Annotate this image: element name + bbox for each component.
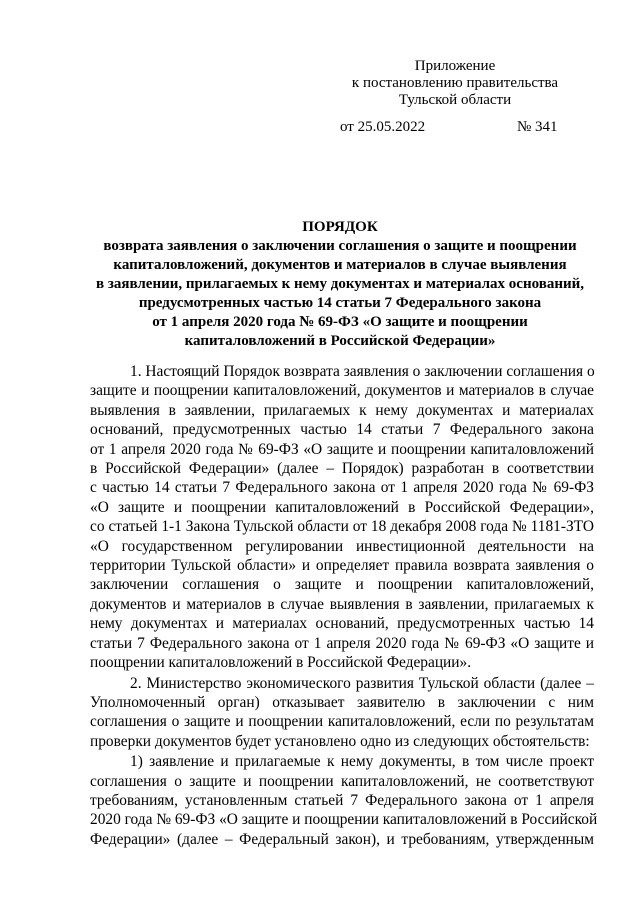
text-line: территории Тульской области» и определяет правила возврата заявления о bbox=[90, 557, 594, 575]
title-line: предусмотренных частью 14 статьи 7 Федерального закона bbox=[138, 295, 542, 311]
text-line: со статьей 1-1 Закона Тульской области от 18 декабря 2008 года № 1181-ЗТО bbox=[90, 518, 594, 536]
text-line: статьи 7 Федерального закона от 1 апреля 2020 года № 69-ФЗ «О защите и bbox=[90, 634, 594, 652]
paragraph-1 bbox=[90, 362, 594, 673]
text-line: нему документах и материалах оснований, предусмотренных частью 14 bbox=[90, 615, 594, 633]
resolution-number: № 341 bbox=[517, 119, 558, 135]
title-line: капиталовложений, документов и материалов в случае выявления bbox=[113, 257, 567, 273]
text-line: 2. Министерство экономического развития Тульской области (далее – bbox=[130, 674, 594, 692]
document-body bbox=[90, 362, 598, 850]
text-line: от 1 апреля 2020 года № 69-ФЗ «О защите и поощрении капиталовложений bbox=[90, 440, 594, 458]
text-line: заключении соглашения о защите и поощрении капиталовложений, bbox=[90, 576, 594, 594]
text-line: защите и поощрении капиталовложений, документов и материалов в случае bbox=[90, 382, 594, 400]
text-line: 1) заявление и прилагаемые к нему документы, в том числе проект bbox=[130, 753, 594, 771]
appendix-line: Приложение bbox=[414, 58, 496, 74]
appendix-line: к постановлению правительства bbox=[351, 75, 559, 91]
text-line: в Российской Федерации» (далее – Порядок) разработан в соответствии bbox=[90, 460, 594, 478]
text-line: поощрении капиталовложений в Российской Федерации». bbox=[90, 654, 472, 672]
text-line: соглашения о защите и поощрении капиталовложений, не соответствуют bbox=[90, 772, 594, 790]
text-line: «О защите и поощрении капиталовложений в Российской Федерации», bbox=[90, 498, 594, 516]
title-line: возврата заявления о заключении соглашения о защите и поощрении bbox=[103, 238, 577, 254]
text-line: 1. Настоящий Порядок возврата заявления о заключении соглашения о bbox=[130, 363, 595, 380]
text-line: с частью 14 статьи 7 Федерального закона от 1 апреля 2020 года № 69-ФЗ bbox=[90, 479, 594, 497]
text-line: выявления в заявлении, прилагаемых к нему документах и материалах bbox=[90, 401, 594, 419]
text-line: «О государственном регулировании инвестиционной деятельности на bbox=[90, 537, 594, 555]
text-line: соглашения о защите и поощрении капиталовложений, если по результатам bbox=[90, 713, 594, 731]
document-title bbox=[90, 218, 590, 351]
text-line: оснований, предусмотренных частью 14 статьи 7 Федерального закона bbox=[90, 421, 594, 439]
text-line: требованиям, установленным статьей 7 Федерального закона от 1 апреля bbox=[90, 791, 594, 809]
text-line: Уполномоченный орган) отказывает заявителю в заключении с ним bbox=[90, 693, 594, 711]
title-line: в заявлении, прилагаемых к нему документах и материалах оснований, bbox=[95, 276, 585, 292]
paragraph-2 bbox=[90, 674, 594, 752]
text-line: документов и материалов в случае выявления в заявлении, прилагаемых к bbox=[90, 595, 594, 613]
text-line: проверки документов будет установлено одно из следующих обстоятельств: bbox=[90, 732, 590, 750]
appendix-block bbox=[320, 58, 590, 109]
title-heading: ПОРЯДОК bbox=[302, 219, 378, 235]
title-line: капиталовложений в Российской Федерации» bbox=[184, 333, 496, 349]
paragraph-3 bbox=[90, 752, 598, 849]
text-line: Федерации» (далее – Федеральный закон), и требованиям, утвержденным bbox=[90, 830, 594, 848]
text-line: 2020 года № 69-ФЗ «О защите и поощрении капиталовложений в Российской bbox=[90, 811, 598, 829]
title-line: от 1 апреля 2020 года № 69-ФЗ «О защите и поощрении bbox=[152, 314, 528, 330]
resolution-date: от 25.05.2022 bbox=[340, 119, 426, 135]
appendix-line: Тульской области bbox=[398, 92, 512, 108]
